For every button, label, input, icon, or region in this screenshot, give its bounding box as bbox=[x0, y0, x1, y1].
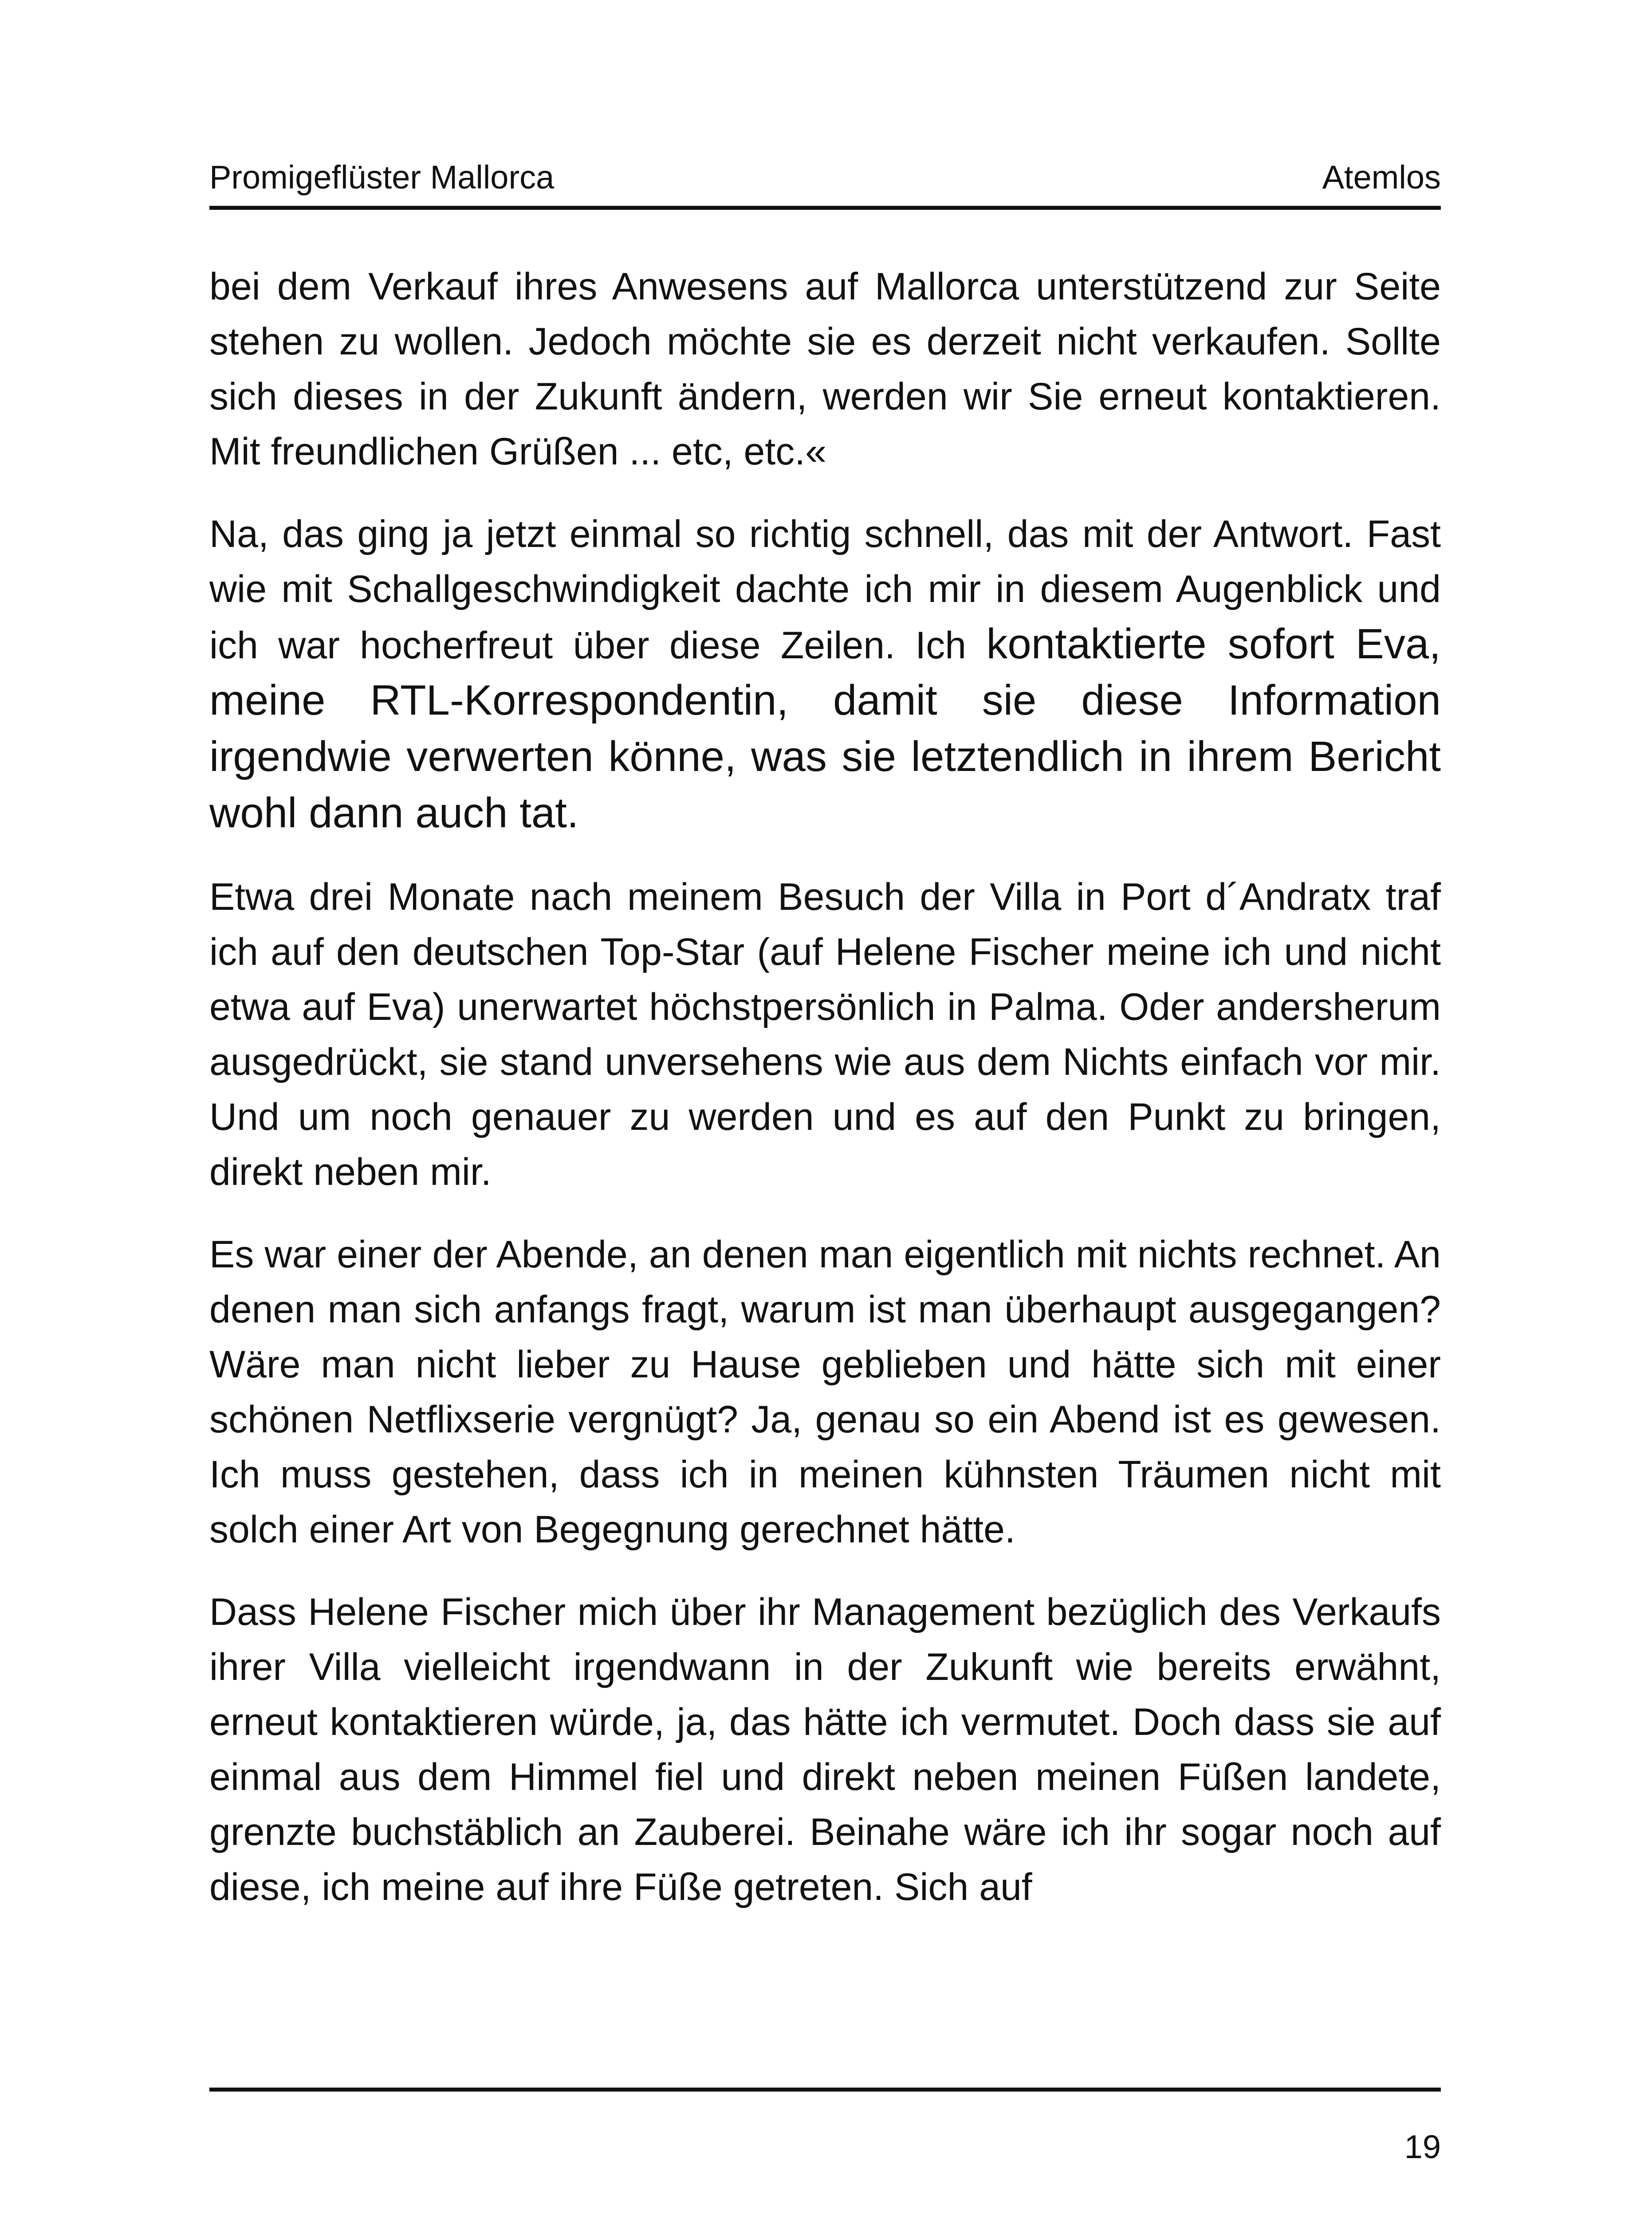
page-footer bbox=[209, 2120, 1441, 2174]
paragraph-2-part-1: Na, das ging ja jetzt einmal so richtig schnell, das mit der Antwort. Fast wie mit Schallgeschwindigkeit dachte ich mir in diesem Augenblick und ich war hocherfreut über diese Zeilen. Ich bbox=[209, 513, 1441, 667]
header-book-title: Promigeflüster Mallorca bbox=[209, 159, 555, 196]
footer-rule bbox=[209, 2088, 1441, 2092]
paragraph-3: Etwa drei Monate nach meinem Besuch der Villa in Port d´Andratx traf ich auf den deutschen Top-Star (auf Helene Fischer meine ich und nicht etwa auf Eva) unerwartet höchstpersönlich in Palma. Oder andersherum ausgedrückt, sie stand unversehens wie aus dem Nichts einfach vor mir. Und um noch genauer zu werden und es auf den Punkt zu bringen, direkt neben mir. bbox=[209, 876, 1441, 1193]
paragraph-5: Dass Helene Fischer mich über ihr Management bezüglich des Verkaufs ihrer Villa vielleicht irgendwann in der Zukunft wie bereits erwähnt, erneut kontaktieren würde, ja, das hätte ich vermutet. Doch dass sie auf einmal aus dem Himmel fiel und direkt neben meinen Füßen landete, grenzte buchstäblich an Zauberei. Beinahe wäre ich ihr sogar noch auf diese, ich meine auf ihre Füße getreten. Sich auf bbox=[209, 1591, 1441, 1908]
header-chapter-title: Atemlos bbox=[1322, 159, 1441, 196]
header-rule bbox=[209, 206, 1441, 210]
paragraph-2 bbox=[209, 507, 1441, 842]
paragraph-2-part-2: kontaktierte sofort Eva, meine RTL-Korrespondentin, damit sie diese Information irgendwie verwerten könne, was sie letztendlich in ihrem Bericht wohl dann auch tat. bbox=[209, 620, 1441, 837]
body-text bbox=[209, 259, 1441, 1942]
running-header bbox=[209, 151, 1441, 204]
paragraph-1: bei dem Verkauf ihres Anwesens auf Mallorca unterstützend zur Seite stehen zu wollen. Jedoch möchte sie es derzeit nicht verkaufen. Sollte sich dieses in der Zukunft ändern, werden wir Sie erneut kontaktieren. Mit freundlichen Grüßen ... etc, etc.« bbox=[209, 265, 1441, 473]
paragraph-4: Es war einer der Abende, an denen man eigentlich mit nichts rechnet. An denen man sich anfangs fragt, warum ist man überhaupt ausgegangen? Wäre man nicht lieber zu Hause geblieben und hätte sich mit einer schönen Netflixserie vergnügt? Ja, genau so ein Abend ist es gewesen. Ich muss gestehen, dass ich in meinen kühnsten Träumen nicht mit solch einer Art von Begegnung gerechnet hätte. bbox=[209, 1233, 1441, 1551]
page-number: 19 bbox=[1404, 2128, 1441, 2165]
